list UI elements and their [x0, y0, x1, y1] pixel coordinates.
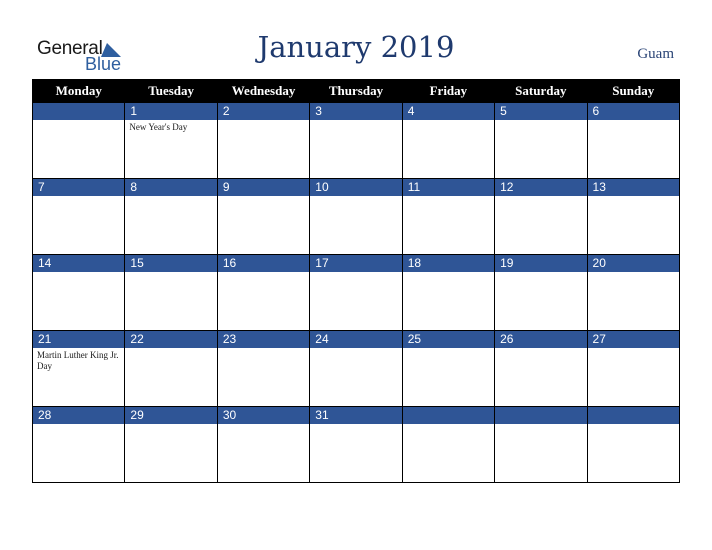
day-cell: [217, 103, 309, 179]
day-number: [403, 407, 494, 424]
day-cell: [587, 331, 679, 407]
holiday-label: [33, 120, 124, 122]
day-number: 7: [33, 179, 124, 196]
holiday-label: [125, 272, 216, 274]
day-cell: [33, 331, 125, 407]
day-cell: [217, 179, 309, 255]
day-cell: [495, 255, 587, 331]
day-cell: [402, 407, 494, 483]
holiday-label: [125, 196, 216, 198]
day-number: 1: [125, 103, 216, 120]
logo-text-blue: Blue: [85, 54, 122, 74]
holiday-label: [33, 196, 124, 198]
day-number: 16: [218, 255, 309, 272]
day-number: 11: [403, 179, 494, 196]
holiday-label: [310, 196, 401, 198]
holiday-label: [495, 348, 586, 350]
weekday-header: Saturday: [495, 80, 587, 103]
holiday-label: [310, 424, 401, 426]
day-cell: [310, 179, 402, 255]
day-number: [33, 103, 124, 120]
day-number: 19: [495, 255, 586, 272]
day-number: 9: [218, 179, 309, 196]
day-number: [588, 407, 679, 424]
day-number: [495, 407, 586, 424]
day-cell: [587, 103, 679, 179]
day-cell: [402, 331, 494, 407]
day-cell: [495, 179, 587, 255]
holiday-label: [310, 348, 401, 350]
day-number: 30: [218, 407, 309, 424]
weekday-header: Monday: [33, 80, 125, 103]
holiday-label: Martin Luther King Jr. Day: [37, 350, 119, 371]
day-number: 14: [33, 255, 124, 272]
day-number: 17: [310, 255, 401, 272]
day-cell: [495, 407, 587, 483]
holiday-label: [125, 348, 216, 350]
weekday-header: Thursday: [310, 80, 402, 103]
weekday-header: Wednesday: [217, 80, 309, 103]
holiday-label: [403, 272, 494, 274]
holiday-label: [495, 272, 586, 274]
day-cell: [402, 179, 494, 255]
day-number: 31: [310, 407, 401, 424]
month-calendar-grid: [32, 79, 680, 483]
day-number: 12: [495, 179, 586, 196]
holiday-label: [495, 196, 586, 198]
holiday-label: [588, 120, 679, 122]
holiday-label: [310, 272, 401, 274]
day-cell: [217, 255, 309, 331]
day-cell: [125, 103, 217, 179]
day-cell: [217, 407, 309, 483]
day-number: 27: [588, 331, 679, 348]
day-cell: [125, 255, 217, 331]
weekday-header: Sunday: [587, 80, 679, 103]
holiday-label: [33, 272, 124, 274]
calendar-title: January 2019: [257, 30, 455, 64]
day-cell: [310, 407, 402, 483]
day-cell: [402, 103, 494, 179]
day-number: 23: [218, 331, 309, 348]
weekday-header-row: [33, 80, 680, 103]
day-number: 3: [310, 103, 401, 120]
holiday-label: [33, 424, 124, 426]
holiday-label: [495, 120, 586, 122]
holiday-label: New Year's Day: [129, 122, 188, 132]
day-cell: [33, 103, 125, 179]
week-row: [33, 179, 680, 255]
day-number: 21: [33, 331, 124, 348]
holiday-label: [218, 424, 309, 426]
holiday-label: [218, 196, 309, 198]
day-number: 4: [403, 103, 494, 120]
day-cell: [495, 103, 587, 179]
day-number: 26: [495, 331, 586, 348]
day-cell: [217, 331, 309, 407]
day-cell: [587, 255, 679, 331]
holiday-label: [588, 196, 679, 198]
holiday-label: [403, 120, 494, 122]
holiday-label: [218, 120, 309, 122]
holiday-label: [588, 424, 679, 426]
holiday-label: [588, 272, 679, 274]
day-number: 29: [125, 407, 216, 424]
day-cell: [587, 407, 679, 483]
day-cell: [125, 407, 217, 483]
day-cell: [125, 179, 217, 255]
day-cell: [33, 179, 125, 255]
logo-text-general: General: [37, 38, 103, 59]
day-number: 6: [588, 103, 679, 120]
day-number: 8: [125, 179, 216, 196]
holiday-label: [310, 120, 401, 122]
day-cell: [125, 331, 217, 407]
region-label: Guam: [637, 46, 674, 62]
holiday-label: [218, 348, 309, 350]
week-row: [33, 407, 680, 483]
day-cell: [495, 331, 587, 407]
day-number: 22: [125, 331, 216, 348]
holiday-label: [218, 272, 309, 274]
holiday-label: [588, 348, 679, 350]
day-number: 28: [33, 407, 124, 424]
day-number: 10: [310, 179, 401, 196]
day-number: 13: [588, 179, 679, 196]
holiday-label: [403, 196, 494, 198]
day-number: 2: [218, 103, 309, 120]
week-row: [33, 103, 680, 179]
day-number: 20: [588, 255, 679, 272]
holiday-label: [403, 348, 494, 350]
day-number: 18: [403, 255, 494, 272]
holiday-label: [495, 424, 586, 426]
day-cell: [33, 407, 125, 483]
weekday-header: Friday: [402, 80, 494, 103]
weekday-header: Tuesday: [125, 80, 217, 103]
day-cell: [310, 331, 402, 407]
day-cell: [33, 255, 125, 331]
day-cell: [310, 255, 402, 331]
day-number: 15: [125, 255, 216, 272]
holiday-label: [403, 424, 494, 426]
day-number: 24: [310, 331, 401, 348]
day-cell: [310, 103, 402, 179]
day-cell: [587, 179, 679, 255]
day-number: 25: [403, 331, 494, 348]
week-row: [33, 331, 680, 407]
week-row: [33, 255, 680, 331]
day-cell: [402, 255, 494, 331]
holiday-label: [125, 424, 216, 426]
day-number: 5: [495, 103, 586, 120]
